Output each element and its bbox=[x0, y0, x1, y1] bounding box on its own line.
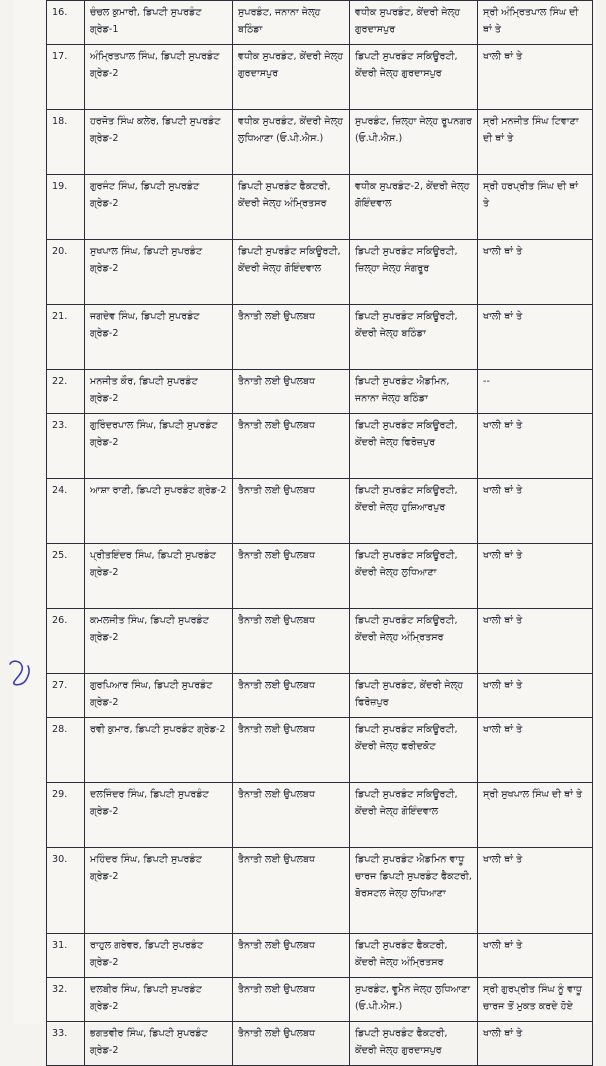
table-row bbox=[47, 544, 593, 609]
serial-number-cell: 30. bbox=[47, 848, 85, 934]
table-row bbox=[47, 609, 593, 674]
current-posting-cell: ਤੈਨਾਤੀ ਲਈ ਉਪਲਬਧ bbox=[233, 978, 350, 1022]
new-posting-cell: ਡਿਪਟੀ ਸੁਪਰਡੰਟ ਐਡਮਿਨ ਵਾਧੂ ਚਾਰਜ ਡਿਪਟੀ ਸੁਪਰਡੰਟ ਫੈਕਟਰੀ, ਬੋਰਸਟਲ ਜੇਲ੍ਹ ਲੁਧਿਆਣਾ bbox=[350, 848, 478, 934]
officer-name-cell: ਹਰਜੋਤ ਸਿੰਘ ਕਲੇਰ, ਡਿਪਟੀ ਸੁਪਰਡੰਟ ਗ੍ਰੇਡ-2 bbox=[85, 110, 233, 175]
new-posting-cell: ਸੁਪਰਡੰਟ, ਵੂਮੈਨ ਜੇਲ੍ਹ ਲੁਧਿਆਣਾ (ਓ.ਪੀ.ਐਸ.) bbox=[350, 978, 478, 1022]
new-posting-cell: ਡਿਪਟੀ ਸੁਪਰਡੰਟ ਫੈਕਟਰੀ, ਕੇਂਦਰੀ ਜੇਲ੍ਹ ਅੰਮ੍ਰਿਤਸਰ bbox=[350, 934, 478, 978]
remarks-cell: ਖਾਲੀ ਥਾਂ ਤੇ bbox=[478, 240, 593, 305]
new-posting-cell: ਡਿਪਟੀ ਸੁਪਰਡੰਟ ਐਡਮਿਨ, ਜਨਾਨਾ ਜੇਲ੍ਹ ਬਠਿੰਡਾ bbox=[350, 370, 478, 414]
officer-name-cell: ਗੁਰਪਿਆਰ ਸਿੰਘ, ਡਿਪਟੀ ਸੁਪਰਡੰਟ ਗ੍ਰੇਡ-2 bbox=[85, 674, 233, 718]
remarks-cell: ਸ੍ਰੀ ਮਨਜੀਤ ਸਿੰਘ ਟਿਵਾਣਾ ਦੀ ਥਾਂ ਤੇ bbox=[478, 110, 593, 175]
transfer-table bbox=[46, 0, 593, 1066]
handwritten-initial-mark bbox=[6, 658, 34, 688]
remarks-cell: ਸ੍ਰੀ ਸੁਖਪਾਲ ਸਿੰਘ ਦੀ ਥਾਂ ਤੇ bbox=[478, 783, 593, 848]
table-row bbox=[47, 1, 593, 45]
remarks-cell: ਖਾਲੀ ਥਾਂ ਤੇ bbox=[478, 848, 593, 934]
officer-name-cell: ਦਲਜਿੰਦਰ ਸਿੰਘ, ਡਿਪਟੀ ਸੁਪਰਡੰਟ ਗ੍ਰੇਡ-2 bbox=[85, 783, 233, 848]
current-posting-cell: ਤੈਨਾਤੀ ਲਈ ਉਪਲਬਧ bbox=[233, 609, 350, 674]
remarks-cell: ਖਾਲੀ ਥਾਂ ਤੇ bbox=[478, 305, 593, 370]
remarks-cell: ਖਾਲੀ ਥਾਂ ਤੇ bbox=[478, 479, 593, 544]
current-posting-cell: ਤੈਨਾਤੀ ਲਈ ਉਪਲਬਧ bbox=[233, 479, 350, 544]
serial-number-cell: 16. bbox=[47, 1, 85, 45]
officer-name-cell: ਸੁਖਪਾਲ ਸਿੰਘ, ਡਿਪਟੀ ਸੁਪਰਡੰਟ ਗ੍ਰੇਡ-2 bbox=[85, 240, 233, 305]
new-posting-cell: ਵਧੀਕ ਸੁਪਰਡੰਟ, ਕੇਂਦਰੀ ਜੇਲ੍ਹ ਗੁਰਦਾਸਪੁਰ bbox=[350, 1, 478, 45]
new-posting-cell: ਡਿਪਟੀ ਸੁਪਰਡੰਟ ਸਕਿਊਰਟੀ, ਕੇਂਦਰੀ ਜੇਲ੍ਹ ਅੰਮ੍ਰਿਤਸਰ bbox=[350, 609, 478, 674]
current-posting-cell: ਤੈਨਾਤੀ ਲਈ ਉਪਲਬਧ bbox=[233, 414, 350, 479]
remarks-cell: ਸ੍ਰੀ ਹਰਪ੍ਰੀਤ ਸਿੰਘ ਦੀ ਥਾਂ ਤੇ bbox=[478, 175, 593, 240]
remarks-cell: ਖਾਲੀ ਥਾਂ ਤੇ bbox=[478, 609, 593, 674]
table-row bbox=[47, 783, 593, 848]
current-posting-cell: ਤੈਨਾਤੀ ਲਈ ਉਪਲਬਧ bbox=[233, 783, 350, 848]
officer-name-cell: ਅੰਮ੍ਰਿਤਪਾਲ ਸਿੰਘ, ਡਿਪਟੀ ਸੁਪਰਡੰਟ ਗ੍ਰੇਡ-2 bbox=[85, 45, 233, 110]
new-posting-cell: ਡਿਪਟੀ ਸੁਪਰਡੰਟ ਸਕਿਊਰਟੀ, ਜ਼ਿਲ੍ਹਾ ਜੇਲ੍ਹ ਸੰਗਰੂਰ bbox=[350, 240, 478, 305]
current-posting-cell: ਤੈਨਾਤੀ ਲਈ ਉਪਲਬਧ bbox=[233, 848, 350, 934]
officer-name-cell: ਮਨਜੀਤ ਕੌਰ, ਡਿਪਟੀ ਸੁਪਰਡੰਟ ਗ੍ਰੇਡ-2 bbox=[85, 370, 233, 414]
table-row bbox=[47, 414, 593, 479]
current-posting-cell: ਤੈਨਾਤੀ ਲਈ ਉਪਲਬਧ bbox=[233, 674, 350, 718]
current-posting-cell: ਤੈਨਾਤੀ ਲਈ ਉਪਲਬਧ bbox=[233, 544, 350, 609]
serial-number-cell: 18. bbox=[47, 110, 85, 175]
new-posting-cell: ਡਿਪਟੀ ਸੁਪਰਡੰਟ ਸਕਿਊਰਟੀ, ਕੇਂਦਰੀ ਜੇਲ੍ਹ ਲੁਧਿਆਣਾ bbox=[350, 544, 478, 609]
new-posting-cell: ਡਿਪਟੀ ਸੁਪਰਡੰਟ ਸਕਿਊਰਟੀ, ਕੇਂਦਰੀ ਜੇਲ੍ਹ ਫਰੀਦਕੋਟ bbox=[350, 718, 478, 783]
officer-name-cell: ਆਸ਼ਾ ਰਾਣੀ, ਡਿਪਟੀ ਸੁਪਰਡੰਟ ਗ੍ਰੇਡ-2 bbox=[85, 479, 233, 544]
table-row bbox=[47, 240, 593, 305]
officer-name-cell: ਰਾਹੁਲ ਗਰੇਵਰ, ਡਿਪਟੀ ਸੁਪਰਡੰਟ ਗ੍ਰੇਡ-2 bbox=[85, 934, 233, 978]
new-posting-cell: ਸੁਪਰਡੰਟ, ਜ਼ਿਲ੍ਹਾ ਜੇਲ੍ਹ ਰੂਪਨਗਰ (ਓ.ਪੀ.ਐਸ.) bbox=[350, 110, 478, 175]
remarks-cell: ਸ੍ਰੀ ਗੁਰਪ੍ਰੀਤ ਸਿੰਘ ਨੂੰ ਵਾਧੂ ਚਾਰਜ ਤੋਂ ਮੁਕਤ ਕਰਦੇ ਹੋਏ bbox=[478, 978, 593, 1022]
current-posting-cell: ਤੈਨਾਤੀ ਲਈ ਉਪਲਬਧ bbox=[233, 718, 350, 783]
table-row bbox=[47, 848, 593, 934]
new-posting-cell: ਡਿਪਟੀ ਸੁਪਰਡੰਟ ਸਕਿਊਰਟੀ, ਕੇਂਦਰੀ ਜੇਲ੍ਹ ਬਠਿੰਡਾ bbox=[350, 305, 478, 370]
table-row bbox=[47, 175, 593, 240]
table-row bbox=[47, 479, 593, 544]
new-posting-cell: ਡਿਪਟੀ ਸੁਪਰਡੰਟ ਸਕਿਊਰਟੀ, ਕੇਂਦਰੀ ਜੇਲ੍ਹ ਗੁਰਦਾਸਪੁਰ bbox=[350, 45, 478, 110]
current-posting-cell: ਤੈਨਾਤੀ ਲਈ ਉਪਲਬਧ bbox=[233, 1022, 350, 1066]
serial-number-cell: 27. bbox=[47, 674, 85, 718]
serial-number-cell: 20. bbox=[47, 240, 85, 305]
current-posting-cell: ਵਧੀਕ ਸੁਪਰਡੰਟ, ਕੇਂਦਰੀ ਜੇਲ੍ਹ ਲੁਧਿਆਣਾ (ਓ.ਪੀ.ਐਸ.) bbox=[233, 110, 350, 175]
remarks-cell: ਖਾਲੀ ਥਾਂ ਤੇ bbox=[478, 45, 593, 110]
table-row bbox=[47, 978, 593, 1022]
serial-number-cell: 25. bbox=[47, 544, 85, 609]
serial-number-cell: 29. bbox=[47, 783, 85, 848]
current-posting-cell: ਵਧੀਕ ਸੁਪਰਡੰਟ, ਕੇਂਦਰੀ ਜੇਲ੍ਹ ਗੁਰਦਾਸਪੁਰ bbox=[233, 45, 350, 110]
table-row bbox=[47, 718, 593, 783]
remarks-cell: -- bbox=[478, 370, 593, 414]
table-row bbox=[47, 674, 593, 718]
serial-number-cell: 24. bbox=[47, 479, 85, 544]
new-posting-cell: ਡਿਪਟੀ ਸੁਪਰਡੰਟ ਸਕਿਊਰਟੀ, ਕੇਂਦਰੀ ਜੇਲ੍ਹ ਫਿਰੋਜ਼ਪੁਰ bbox=[350, 414, 478, 479]
officer-name-cell: ਰਵੀ ਕੁਮਾਰ, ਡਿਪਟੀ ਸੁਪਰਡੰਟ ਗ੍ਰੇਡ-2 bbox=[85, 718, 233, 783]
remarks-cell: ਖਾਲੀ ਥਾਂ ਤੇ bbox=[478, 544, 593, 609]
officer-name-cell: ਦਲਬੀਰ ਸਿੰਘ, ਡਿਪਟੀ ਸੁਪਰਡੰਟ ਗ੍ਰੇਡ-2 bbox=[85, 978, 233, 1022]
table-row bbox=[47, 110, 593, 175]
current-posting-cell: ਤੈਨਾਤੀ ਲਈ ਉਪਲਬਧ bbox=[233, 934, 350, 978]
remarks-cell: ਖਾਲੀ ਥਾਂ ਤੇ bbox=[478, 934, 593, 978]
officer-name-cell: ਕਮਲਜੀਤ ਸਿੰਘ, ਡਿਪਟੀ ਸੁਪਰਡੰਟ ਗ੍ਰੇਡ-2 bbox=[85, 609, 233, 674]
remarks-cell: ਸ੍ਰੀ ਅੰਮ੍ਰਿਤਪਾਲ ਸਿੰਘ ਦੀ ਥਾਂ ਤੇ bbox=[478, 1, 593, 45]
officer-name-cell: ਗੁਰਿੰਦਰਪਾਲ ਸਿੰਘ, ਡਿਪਟੀ ਸੁਪਰਡੰਟ ਗ੍ਰੇਡ-2 bbox=[85, 414, 233, 479]
new-posting-cell: ਡਿਪਟੀ ਸੁਪਰਡੰਟ ਸਕਿਊਰਟੀ, ਕੇਂਦਰੀ ਜੇਲ੍ਹ ਗੋਇੰਦਵਾਲ bbox=[350, 783, 478, 848]
remarks-cell: ਖਾਲੀ ਥਾਂ ਤੇ bbox=[478, 718, 593, 783]
new-posting-cell: ਵਧੀਕ ਸੁਪਰਡੰਟ-2, ਕੇਂਦਰੀ ਜੇਲ੍ਹ ਗੋਇੰਦਵਾਲ bbox=[350, 175, 478, 240]
officer-name-cell: ਚੰਚਲ ਕੁਮਾਰੀ, ਡਿਪਟੀ ਸੁਪਰਡੰਟ ਗ੍ਰੇਡ-1 bbox=[85, 1, 233, 45]
table-row bbox=[47, 934, 593, 978]
table-row bbox=[47, 370, 593, 414]
current-posting-cell: ਸੁਪਰਡੰਟ, ਜਨਾਨਾ ਜੇਲ੍ਹ ਬਠਿੰਡਾ bbox=[233, 1, 350, 45]
current-posting-cell: ਤੈਨਾਤੀ ਲਈ ਉਪਲਬਧ bbox=[233, 305, 350, 370]
table-row bbox=[47, 305, 593, 370]
officer-name-cell: ਗੁਰਜੰਟ ਸਿੰਘ, ਡਿਪਟੀ ਸੁਪਰਡੰਟ ਗ੍ਰੇਡ-2 bbox=[85, 175, 233, 240]
serial-number-cell: 33. bbox=[47, 1022, 85, 1066]
serial-number-cell: 22. bbox=[47, 370, 85, 414]
table-row bbox=[47, 1022, 593, 1066]
officer-name-cell: ਜਗਦੇਵ ਸਿੰਘ, ਡਿਪਟੀ ਸੁਪਰਡੰਟ ਗ੍ਰੇਡ-2 bbox=[85, 305, 233, 370]
current-posting-cell: ਤੈਨਾਤੀ ਲਈ ਉਪਲਬਧ bbox=[233, 370, 350, 414]
officer-name-cell: ਮਹਿੰਦਰ ਸਿੰਘ, ਡਿਪਟੀ ਸੁਪਰਡੰਟ ਗ੍ਰੇਡ-2 bbox=[85, 848, 233, 934]
serial-number-cell: 17. bbox=[47, 45, 85, 110]
current-posting-cell: ਡਿਪਟੀ ਸੁਪਰਡੰਟ ਸਕਿਊਰਟੀ, ਕੇਂਦਰੀ ਜੇਲ੍ਹ ਗੋਇੰਦਵਾਲ bbox=[233, 240, 350, 305]
remarks-cell: ਖਾਲੀ ਥਾਂ ਤੇ bbox=[478, 1022, 593, 1066]
table-row bbox=[47, 45, 593, 110]
new-posting-cell: ਡਿਪਟੀ ਸੁਪਰਡੰਟ ਸਕਿਊਰਟੀ, ਕੇਂਦਰੀ ਜੇਲ੍ਹ ਹੁਸ਼ਿਆਰਪੁਰ bbox=[350, 479, 478, 544]
serial-number-cell: 21. bbox=[47, 305, 85, 370]
officer-name-cell: ਪ੍ਰੀਤਇੰਦਰ ਸਿੰਘ, ਡਿਪਟੀ ਸੁਪਰਡੰਟ ਗ੍ਰੇਡ-2 bbox=[85, 544, 233, 609]
officer-name-cell: ਭਗਤਵੀਰ ਸਿੰਘ, ਡਿਪਟੀ ਸੁਪਰਡੰਟ ਗ੍ਰੇਡ-2 bbox=[85, 1022, 233, 1066]
remarks-cell: ਖਾਲੀ ਥਾਂ ਤੇ bbox=[478, 414, 593, 479]
serial-number-cell: 19. bbox=[47, 175, 85, 240]
serial-number-cell: 31. bbox=[47, 934, 85, 978]
serial-number-cell: 28. bbox=[47, 718, 85, 783]
current-posting-cell: ਡਿਪਟੀ ਸੁਪਰਡੰਟ ਫੈਕਟਰੀ, ਕੇਂਦਰੀ ਜੇਲ੍ਹ ਅੰਮ੍ਰਿਤਸਰ bbox=[233, 175, 350, 240]
new-posting-cell: ਡਿਪਟੀ ਸੁਪਰਡੰਟ ਫੈਕਟਰੀ, ਕੇਂਦਰੀ ਜੇਲ੍ਹ ਗੁਰਦਾਸਪੁਰ bbox=[350, 1022, 478, 1066]
transfer-table-body bbox=[47, 1, 593, 1066]
new-posting-cell: ਡਿਪਟੀ ਸੁਪਰਡੰਟ, ਕੇਂਦਰੀ ਜੇਲ੍ਹ ਫਿਰੋਜ਼ਪੁਰ bbox=[350, 674, 478, 718]
remarks-cell: ਖਾਲੀ ਥਾਂ ਤੇ bbox=[478, 674, 593, 718]
serial-number-cell: 26. bbox=[47, 609, 85, 674]
serial-number-cell: 32. bbox=[47, 978, 85, 1022]
serial-number-cell: 23. bbox=[47, 414, 85, 479]
